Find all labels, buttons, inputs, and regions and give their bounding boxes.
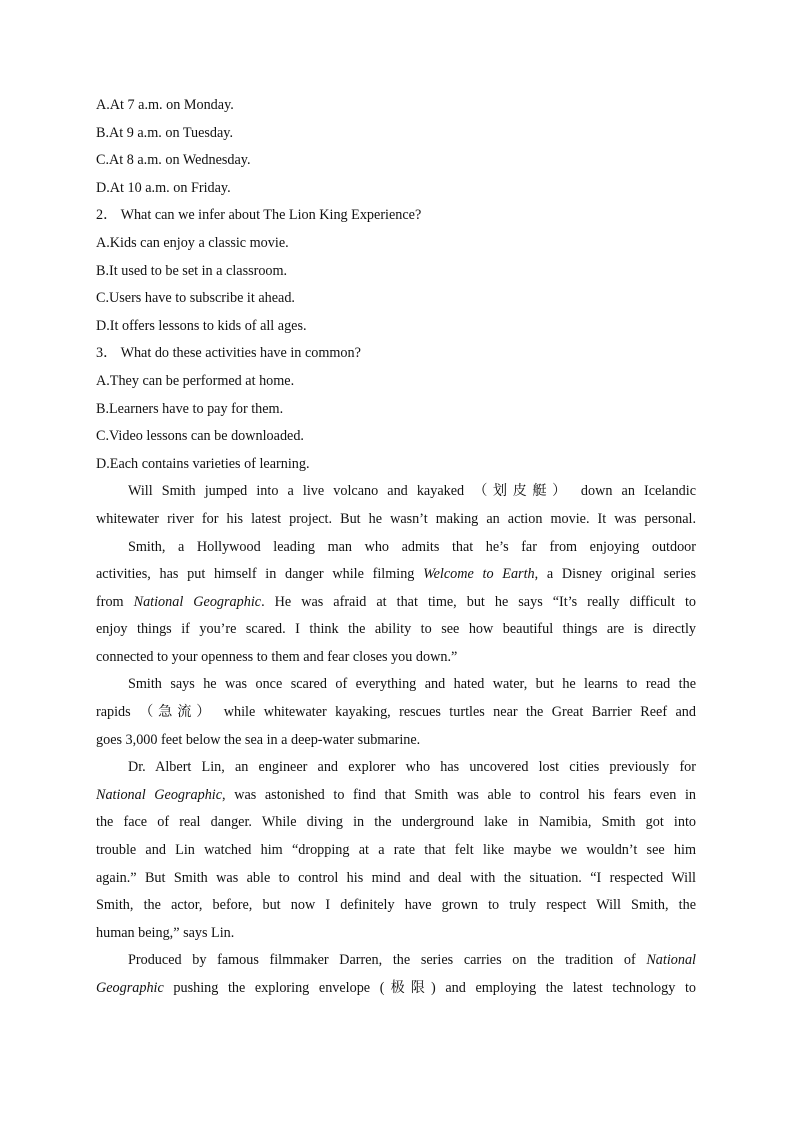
- passage-p5-line-1: [96, 947, 696, 975]
- passage-p4-line-1: Dr. Albert Lin, an engineer and explorer who has uncovered lost cities previously for: [128, 759, 696, 776]
- q1-option-a: A.At 7 a.m. on Monday.: [96, 97, 234, 113]
- passage-p4-line-6: Smith, the actor, before, but now I definitely have grown to truly respect Will Smith, the: [96, 897, 696, 914]
- passage-p1-line-2: whitewater river for his latest project. But he wasn’t making an action movie. It was personal.: [96, 510, 696, 527]
- publication-name: National: [646, 952, 696, 969]
- text-run: from: [96, 593, 134, 610]
- passage-p4-line-5: again.” But Smith was able to control his mind and deal with the situation. “I respected Will: [96, 869, 696, 886]
- q3-option-d: D.Each contains varieties of learning.: [96, 455, 310, 472]
- passage-p4-line-4: trouble and Lin watched him “dropping at a rate that felt like maybe we wouldn’t see him: [96, 842, 696, 859]
- passage-p2-line-2: [96, 561, 696, 589]
- passage-p3-line-1: Smith says he was once scared of everything and hated water, but he learns to read the: [128, 676, 696, 693]
- q1-option-d: D.At 10 a.m. on Friday.: [96, 179, 231, 196]
- text-run: , was astonished to find that Smith was able to control his fears even in: [222, 786, 696, 803]
- passage-p1-line-1: Will Smith jumped into a live volcano and kayaked （划皮艇） down an Icelandic: [128, 483, 696, 500]
- q2-option-b: B.It used to be set in a classroom.: [96, 262, 288, 279]
- q1-option-c: C.At 8 a.m. on Wednesday.: [96, 152, 251, 169]
- series-title: Welcome to Earth: [423, 566, 535, 583]
- passage-p3-line-2: rapids （急流） while whitewater kayaking, rescues turtles near the Great Barrier Reef and: [96, 704, 696, 721]
- text-run: Produced by famous filmmaker Darren, the series carries on the tradition of: [128, 952, 647, 969]
- q3-option-c: C.Video lessons can be downloaded.: [96, 428, 304, 445]
- passage-p4-line-7: human being,” says Lin.: [96, 924, 235, 941]
- publication-name: National Geographic: [133, 593, 262, 610]
- publication-name: National Geographic: [96, 786, 223, 803]
- q2-stem: 2． What can we infer about The Lion King Experience?: [96, 207, 422, 224]
- text-run: activities, has put himself in danger while filming: [96, 566, 424, 583]
- passage-p3-line-3: goes 3,000 feet below the sea in a deep-water submarine.: [96, 731, 421, 748]
- passage-p2-line-5: connected to your openness to them and fear closes you down.”: [96, 648, 458, 665]
- q1-option-b: B.At 9 a.m. on Tuesday.: [96, 124, 234, 141]
- passage-p2-line-4: enjoy things if you’re scared. I think the ability to see how beautiful things are is directly: [96, 621, 696, 638]
- publication-name: Geographic: [96, 980, 164, 996]
- passage-p5-line-2: [96, 975, 696, 1003]
- q2-option-d: D.It offers lessons to kids of all ages.: [96, 317, 307, 334]
- q2-option-a: A.Kids can enjoy a classic movie.: [96, 234, 289, 251]
- text-run: pushing the exploring envelope (极限) and employing the latest technology to: [163, 980, 696, 996]
- passage-p2-line-1: Smith, a Hollywood leading man who admits that he’s far from enjoying outdoor: [128, 538, 696, 555]
- text-run: . He was afraid at that time, but he says “It’s really difficult to: [261, 593, 696, 610]
- q2-option-c: C.Users have to subscribe it ahead.: [96, 290, 295, 307]
- q3-option-a: A.They can be performed at home.: [96, 372, 295, 389]
- text-run: , a Disney original series: [534, 566, 696, 583]
- passage-p2-line-3: [96, 589, 696, 617]
- document-page: [96, 92, 696, 1003]
- q3-stem: 3． What do these activities have in common?: [96, 345, 361, 362]
- q3-option-b: B.Learners have to pay for them.: [96, 400, 284, 417]
- passage-p4-line-3: the face of real danger. While diving in the underground lake in Namibia, Smith got into: [96, 814, 696, 831]
- passage-p4-line-2: [96, 782, 696, 810]
